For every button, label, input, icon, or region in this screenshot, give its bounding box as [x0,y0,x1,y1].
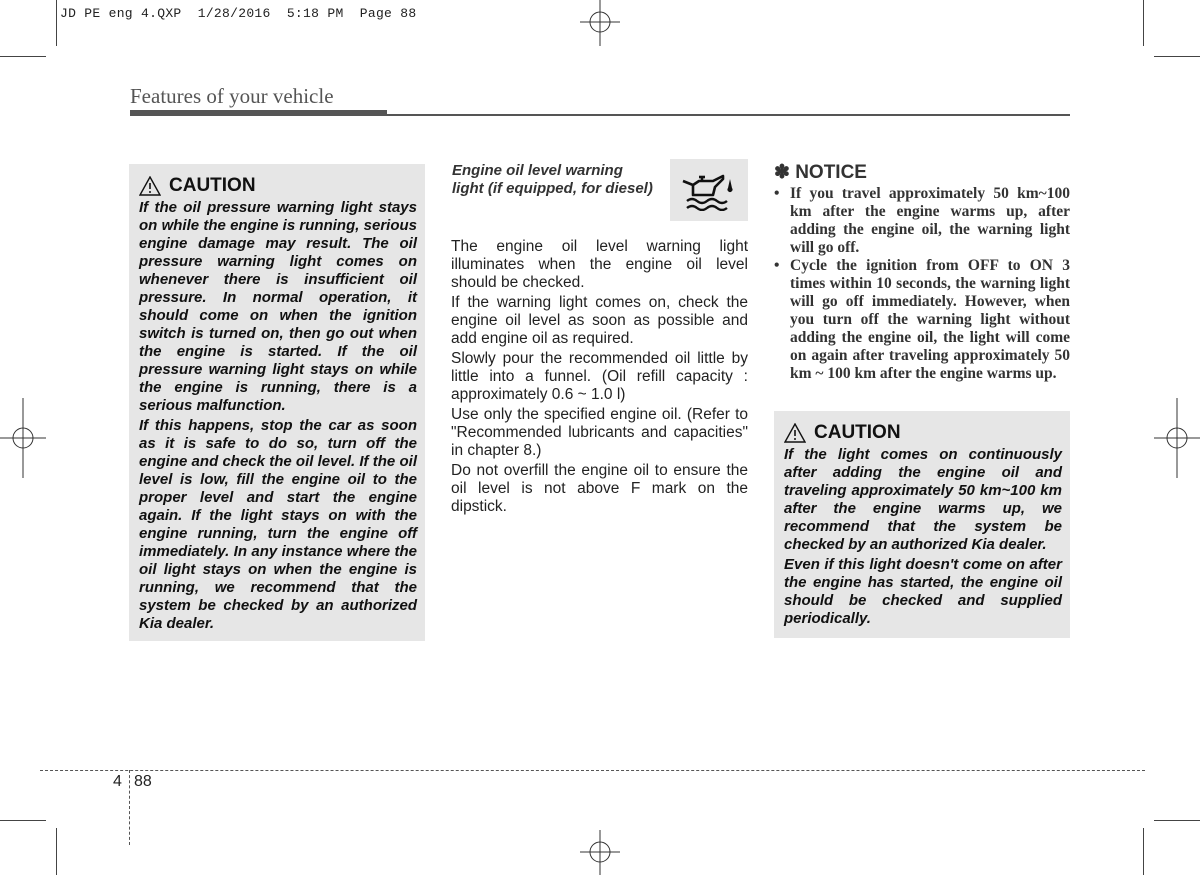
caution-title: CAUTION [814,422,901,443]
crop-mark [0,56,46,57]
engine-oil-level-text [451,238,748,518]
page-number: 88 [134,773,152,790]
caution-heading [139,175,256,197]
caution-box-right [774,411,1070,638]
caution-paragraph: If this happens, stop the car as soon as it is safe to do so, turn off the engine and check the oil level. If the oil level is low, fill the engine oil to the proper level and start the engine again. If the light stays on with the engine running, turn the engine off immediately. In any instance where the oil light stays on when the engine is running, we recommend that the system be checked by an authorized Kia dealer. [139,417,417,632]
caution-paragraph: If the light comes on continuously after adding the engine oil and traveling approximately 50 km~100 km after the engine warms up, we recommend that the system be checked by an authorized Kia dealer. [784,446,1062,553]
body-paragraph: Do not overfill the engine oil to ensure the oil level is not above F mark on the dipstick. [451,462,748,515]
caution-paragraph: If the oil pressure warning light stays on while the engine is running, serious engine damage may result. The oil pressure warning light comes on whenever there is insufficient oil pressure. In normal operation, it should come on when the ignition switch is turned on, then go out when the engine is started. If the oil pressure warning light stays on while the engine is running, there is a serious malfunction. [139,199,417,414]
engine-oil-level-icon-box [670,159,748,221]
section-title: Features of your vehicle [130,84,334,108]
caution-heading [784,422,901,444]
crop-mark [1143,0,1144,46]
notice-heading: ✽ NOTICE [774,162,867,183]
bullet: • [774,185,780,202]
warning-triangle-icon [784,423,806,443]
notice-item-text: Cycle the ignition from OFF to ON 3 times within 10 seconds, the warning light will go off immediately. However, when you turn off the warning light without adding the engine oil, the light will come on again after traveling approximately 50 km ~ 100 km after the engine warms up. [790,257,1070,382]
crop-mark [56,0,57,46]
notice-list [774,185,1070,383]
registration-mark-right [1154,398,1200,478]
notice-item [774,185,1070,257]
crop-mark [1154,820,1200,821]
body-paragraph: Use only the specified engine oil. (Refer to "Recommended lubricants and capacities" in chapter 8.) [451,406,748,459]
registration-mark-bottom [580,830,620,875]
caution-box-left [129,164,425,641]
body-paragraph: Slowly pour the recommended oil little by little into a funnel. (Oil refill capacity : approximately 0.6 ~ 1.0 l) [451,350,748,403]
crop-mark [1154,56,1200,57]
subhead-line: light (if equipped, for diesel) [452,180,653,197]
crop-mark [1143,828,1144,875]
footer-divider [129,770,130,845]
caution-text [784,446,1062,630]
body-paragraph: If the warning light comes on, check the engine oil level as soon as possible and add engine oil as required. [451,294,748,347]
notice-item-text: If you travel approximately 50 km~100 km after the engine warms up, after adding the engine oil, the warning light will go off. [790,185,1070,256]
subhead-line: Engine oil level warning [452,162,623,179]
crop-mark [0,820,46,821]
caution-text [139,199,417,635]
chapter-number: 4 [113,773,122,790]
bullet: • [774,257,780,274]
engine-oil-level-icon [679,169,739,211]
caution-paragraph: Even if this light doesn't come on after the engine has started, the engine oil should be checked and supplied periodically. [784,556,1062,627]
body-paragraph: The engine oil level warning light illuminates when the engine oil level should be checked. [451,238,748,291]
registration-mark-left [0,398,46,478]
engine-oil-level-subhead [452,162,672,198]
footer-rule [40,770,1145,771]
caution-title: CAUTION [169,175,256,196]
registration-mark-top [580,0,620,46]
print-header: JD PE eng 4.QXP 1/28/2016 5:18 PM Page 88 [60,6,417,21]
header-rule-accent [130,110,387,116]
notice-item [774,257,1070,383]
crop-mark [56,828,57,875]
warning-triangle-icon [139,176,161,196]
